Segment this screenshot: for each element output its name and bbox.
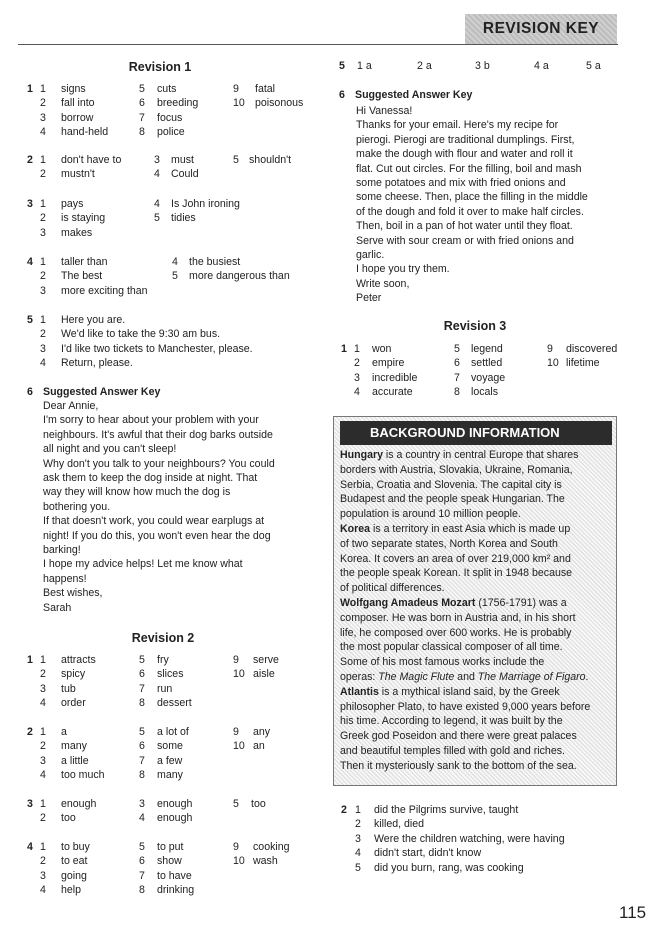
exercise-number: 2 (341, 804, 347, 816)
item-number: 1 (40, 726, 46, 738)
answer-text: won (372, 343, 392, 355)
answer-text: Return, please. (61, 357, 133, 370)
item-number: 7 (139, 754, 145, 767)
answer-text: dessert (157, 697, 192, 710)
item-number: 2 (40, 812, 46, 825)
answer-text: many (157, 769, 183, 782)
item-number: 8 (139, 884, 145, 897)
answer-text: slices (157, 668, 184, 681)
item-number: 5 (233, 798, 239, 810)
item-number: 2 (40, 855, 46, 868)
answer-text: a lot of (157, 726, 189, 738)
item-number: 10 (233, 668, 245, 681)
letter-line: flat. Cut out circles. For the filling, boil and mash (356, 162, 582, 175)
exercise-number: 4 (27, 841, 33, 853)
answer-text: enough (157, 798, 193, 810)
item-number: 5 (139, 83, 145, 95)
text: Korea. It covers an area of over 219,000 km² and (340, 552, 571, 565)
answer-text: locals (471, 386, 499, 399)
text: (1756-1791) was a (475, 596, 567, 609)
answer-text: police (157, 126, 185, 139)
title-italic: The Magic Flute (378, 670, 455, 683)
background-line (340, 492, 605, 507)
answer-text: a little (61, 754, 89, 767)
exercise-number: 2 (27, 154, 33, 166)
item-number: 1 (40, 83, 46, 95)
item-number: 2 (40, 168, 46, 181)
item-number: 4 (40, 884, 46, 897)
answer-item: 4 a (534, 60, 549, 72)
item-number: 3 (355, 832, 361, 845)
item-number: 4 (154, 198, 160, 210)
item-number: 9 (547, 343, 553, 355)
item-number: 9 (233, 83, 239, 95)
answer-text: the busiest (189, 256, 241, 268)
answer-text: killed, died (374, 818, 425, 831)
text: and beautiful temples filled with gold and riches. (340, 744, 565, 757)
item-number: 1 (355, 804, 361, 816)
item-number: 5 (139, 654, 145, 666)
text: Serbia, Croatia and Slovenia. The capital city is (340, 478, 562, 491)
answer-text: Here you are. (61, 314, 126, 326)
answer-text: enough (157, 812, 193, 825)
text: philosopher Plato, to have existed 9,000 years before (340, 700, 591, 713)
item-number: 3 (40, 226, 46, 239)
background-line (340, 714, 605, 729)
item-number: 8 (454, 386, 460, 399)
item-number: 9 (233, 726, 239, 738)
exercise-number: 1 (27, 654, 33, 666)
item-number: 5 (139, 726, 145, 738)
answer-text: shouldn't (249, 154, 292, 166)
exercise-number: 1 (341, 343, 347, 355)
revision-3-title: Revision 3 (443, 319, 507, 333)
header-rule (18, 44, 618, 45)
answer-text: going (61, 869, 87, 882)
answer-text: signs (61, 83, 86, 95)
answer-text: I'd like two tickets to Manchester, please. (61, 342, 253, 355)
answer-text: didn't start, didn't know (374, 847, 482, 860)
answer-text: Is John ironing (171, 198, 240, 210)
answer-text: an (253, 740, 265, 753)
letter-line: Thanks for your email. Here's my recipe for (356, 119, 559, 132)
letter-line: some potatoes and mix with fried onions and (356, 177, 566, 190)
item-number: 2 (40, 740, 46, 753)
item-number: 7 (454, 371, 460, 384)
keyword: Hungary (340, 449, 383, 461)
item-number: 2 (40, 328, 46, 341)
item-number: 2 (40, 668, 46, 681)
answer-item: 2 a (417, 60, 432, 72)
letter-line: all night and you can't sleep! (43, 443, 177, 456)
answer-text: voyage (471, 371, 506, 384)
letter-line: of the dough and fold it over to make half circles. (356, 205, 584, 218)
answer-text: help (61, 884, 82, 897)
answer-text: some (157, 740, 183, 753)
exercise-number: 5 (339, 60, 345, 72)
text: Greek god Poseidon and there were great palaces (340, 730, 577, 743)
answer-text: don't have to (61, 154, 122, 166)
exercise-number: 2 (27, 726, 33, 738)
answer-text: borrow (61, 111, 94, 124)
background-line (340, 507, 605, 522)
letter-line: Peter (356, 292, 382, 305)
page-number: 115 (619, 903, 647, 922)
text: . (585, 670, 589, 683)
text: composer. He was born in Austria and, in his short (340, 611, 576, 624)
background-line (340, 700, 605, 715)
background-information-text (340, 448, 605, 774)
answer-text: serve (253, 654, 279, 666)
item-number: 1 (40, 198, 46, 210)
revision-2-title: Revision 2 (131, 631, 195, 645)
letter-line: some cheese. Then, place the filling in the middle (356, 191, 588, 204)
letter-line: make the dough with flour and water and roll it (356, 148, 573, 161)
revision-1-title: Revision 1 (128, 60, 192, 74)
answer-text: to eat (61, 855, 88, 868)
answer-text: breeding (157, 97, 199, 110)
background-line (340, 685, 605, 700)
answer-text: pays (61, 198, 84, 210)
item-number: 1 (40, 798, 46, 810)
letter-line: night! If you do this, you won't even hear the dog (43, 529, 271, 542)
answer-text: fall into (61, 97, 95, 110)
answer-text: makes (61, 226, 93, 239)
answer-text: settled (471, 357, 503, 370)
keyword: Atlantis (340, 685, 379, 698)
letter-line: Sarah (43, 601, 72, 614)
letter-line: ask them to keep the dog inside at night. That (43, 472, 258, 485)
item-number: 6 (139, 855, 145, 868)
background-line (340, 729, 605, 744)
answer-text: more dangerous than (189, 270, 290, 283)
background-line (340, 759, 605, 774)
item-number: 3 (40, 111, 46, 124)
item-number: 4 (355, 847, 361, 860)
background-line (340, 581, 605, 596)
text: the people speak Korean. It split in 1948 because (340, 567, 573, 580)
letter-line: Write soon, (356, 277, 410, 290)
exercise-number: 6 (339, 89, 345, 101)
answer-text: taller than (61, 256, 108, 268)
answer-text: tub (61, 682, 76, 695)
exercise-number: 6 (27, 386, 33, 398)
item-number: 3 (40, 284, 46, 297)
item-number: 4 (40, 769, 46, 782)
answer-text: a few (157, 754, 183, 767)
letter-line: barking! (43, 544, 81, 557)
item-number: 5 (154, 212, 160, 225)
item-number: 6 (139, 97, 145, 110)
answer-text: cuts (157, 83, 177, 95)
letter-line: Serve with sour cream or with fried onions and (356, 234, 574, 247)
item-number: 10 (233, 97, 245, 110)
exercise-number: 3 (27, 798, 33, 810)
letter-line: Why don't you talk to your neighbours? You could (43, 457, 275, 470)
item-number: 4 (40, 126, 46, 139)
text: of two separate states, North Korea and South (340, 537, 558, 550)
text: the most popular classical composer of all time. (340, 641, 563, 654)
suggested-answer-heading: Suggested Answer Key (355, 89, 473, 101)
answer-text: cooking (253, 841, 290, 853)
answer-text: wash (253, 855, 278, 868)
background-line (340, 744, 605, 759)
answer-text: attracts (61, 654, 96, 666)
letter-line: Hi Vanessa! (356, 105, 413, 117)
answer-text: to have (157, 869, 192, 882)
text: is a territory in east Asia which is made up (370, 522, 571, 535)
text: Budapest and the people speak Hungarian. The (340, 493, 565, 506)
item-number: 1 (40, 314, 46, 326)
answer-text: too (251, 798, 266, 810)
answer-text: too (61, 812, 76, 825)
item-number: 2 (40, 212, 46, 225)
item-number: 9 (233, 841, 239, 853)
item-number: 4 (154, 168, 160, 181)
item-number: 8 (139, 126, 145, 139)
item-number: 2 (355, 818, 361, 831)
item-number: 3 (40, 754, 46, 767)
letter-line: I hope my advice helps! Let me know what (43, 558, 243, 571)
item-number: 3 (40, 869, 46, 882)
letter-line: Dear Annie, (43, 400, 99, 412)
answer-text: discovered (566, 343, 618, 355)
answer-text: to put (157, 841, 184, 853)
letter-line: If that doesn't work, you could wear earplugs at (43, 515, 265, 528)
answer-text: more exciting than (61, 284, 148, 297)
answer-text: order (61, 697, 86, 710)
exercise-number: 4 (27, 256, 33, 268)
letter-line: bothering you. (43, 500, 111, 513)
background-line (340, 611, 605, 626)
background-line (340, 626, 605, 641)
item-number: 3 (154, 154, 160, 166)
text: his time. According to legend, it was built by the (340, 715, 563, 728)
answer-text: any (253, 726, 271, 738)
title-italic: The Marriage of Figaro (477, 670, 586, 683)
background-line (340, 478, 605, 493)
answer-text: run (157, 682, 173, 695)
item-number: 7 (139, 111, 145, 124)
item-number: 3 (40, 682, 46, 695)
item-number: 8 (139, 697, 145, 710)
item-number: 5 (454, 343, 460, 355)
item-number: 6 (139, 668, 145, 681)
answer-text: fatal (255, 83, 276, 95)
answer-text: too much (61, 769, 105, 782)
answer-item: 5 a (586, 60, 601, 72)
answer-text: The best (61, 270, 103, 283)
answer-text: many (61, 740, 87, 753)
answer-text: We'd like to take the 9:30 am bus. (61, 328, 221, 341)
item-number: 3 (354, 371, 360, 384)
text: and (454, 670, 478, 683)
answer-text: enough (61, 798, 97, 810)
answer-item: 3 b (475, 60, 490, 72)
background-line (340, 522, 605, 537)
answer-text: accurate (372, 386, 413, 399)
answer-text: show (157, 855, 182, 868)
item-number: 5 (139, 841, 145, 853)
item-number: 4 (139, 812, 145, 825)
letter-line: Then, boil in a pan of hot water until they float. (356, 220, 573, 233)
answer-text: tidies (171, 212, 196, 225)
item-number: 1 (40, 154, 46, 166)
item-number: 5 (233, 154, 239, 166)
item-number: 1 (354, 343, 360, 355)
answer-text: mustn't (61, 168, 95, 181)
item-number: 5 (355, 861, 361, 874)
answer-text: to buy (61, 841, 90, 853)
background-line (340, 537, 605, 552)
background-line (340, 448, 605, 463)
item-number: 8 (139, 769, 145, 782)
answer-item: 1 a (357, 60, 372, 72)
text: population is around 10 million people. (340, 508, 521, 521)
revision-key-banner (465, 14, 617, 44)
item-number: 7 (139, 682, 145, 695)
answer-text: lifetime (566, 357, 600, 370)
text: of political differences. (340, 582, 445, 595)
item-number: 9 (233, 654, 239, 666)
r2-exercise-5 (339, 59, 619, 73)
banner-title: REVISION KEY (482, 19, 600, 37)
letter-line: I hope you try them. (356, 263, 450, 276)
item-number: 2 (40, 270, 46, 283)
item-number: 3 (139, 798, 145, 810)
item-number: 3 (40, 342, 46, 355)
background-information-title: BACKGROUND INFORMATION (340, 421, 612, 445)
item-number: 10 (233, 740, 245, 753)
text: operas: (340, 670, 379, 683)
item-number: 2 (40, 97, 46, 110)
item-number: 10 (233, 855, 245, 868)
exercise-number: 1 (27, 83, 33, 95)
item-number: 4 (40, 357, 46, 370)
letter-to-annie (43, 399, 306, 615)
item-number: 6 (139, 740, 145, 753)
letter-line: I'm sorry to hear about your problem with your (43, 414, 259, 427)
item-number: 1 (40, 841, 46, 853)
answer-text: focus (157, 111, 183, 124)
letter-line: garlic. (356, 249, 385, 262)
keyword: Wolfgang Amadeus Mozart (340, 596, 476, 609)
background-line (340, 655, 605, 670)
answer-text: aisle (253, 668, 275, 681)
answer-text: a (61, 726, 67, 738)
item-number: 10 (547, 357, 559, 370)
text: Some of his most famous works include the (340, 656, 545, 669)
background-line (340, 552, 605, 567)
background-line (340, 566, 605, 581)
answer-text: did you burn, rang, was cooking (374, 861, 524, 874)
letter-line: neighbours. It's awful that their dog barks outside (43, 428, 273, 441)
answer-text: incredible (372, 371, 418, 384)
item-number: 7 (139, 869, 145, 882)
background-line (340, 463, 605, 478)
letter-line: happens! (43, 572, 87, 585)
background-line (340, 640, 605, 655)
letter-to-vanessa (356, 104, 618, 306)
letter-line: pierogi. Pierogi are traditional dumplings. First, (356, 133, 575, 146)
text: is a country in central Europe that shares (382, 449, 579, 461)
item-number: 1 (40, 654, 46, 666)
letter-line: Best wishes, (43, 587, 103, 600)
text: Then it mysteriously sank to the bottom of the sea. (340, 759, 577, 772)
answer-text: spicy (61, 668, 86, 681)
item-number: 5 (172, 270, 178, 283)
text: borders with Austria, Slovakia, Ukraine, Romania, (340, 463, 573, 476)
item-number: 6 (454, 357, 460, 370)
suggested-answer-heading: Suggested Answer Key (43, 386, 161, 398)
keyword: Korea (340, 522, 371, 535)
letter-line: way they will know how much the dog is (43, 486, 231, 499)
answer-text: fry (157, 654, 169, 666)
answer-text: must (171, 154, 194, 166)
answer-text: legend (471, 343, 503, 355)
item-number: 1 (40, 256, 46, 268)
item-number: 4 (40, 697, 46, 710)
background-line (340, 596, 605, 611)
text: is a mythical island said, by the Greek (378, 685, 560, 698)
item-number: 4 (172, 256, 178, 268)
answer-text: is staying (61, 212, 106, 225)
text: life, he composed over 600 works. He is probably (340, 626, 572, 639)
exercise-number: 3 (27, 198, 33, 210)
exercise-number: 5 (27, 314, 33, 326)
answer-text: Were the children watching, were having (374, 832, 565, 845)
answer-text: hand-held (61, 126, 109, 139)
answer-text: did the Pilgrims survive, taught (374, 804, 519, 816)
item-number: 2 (354, 357, 360, 370)
item-number: 4 (354, 386, 360, 399)
answer-text: Could (171, 168, 199, 181)
answer-text: poisonous (255, 97, 304, 110)
background-line (340, 670, 605, 685)
answer-text: drinking (157, 884, 195, 897)
answer-text: empire (372, 357, 405, 370)
